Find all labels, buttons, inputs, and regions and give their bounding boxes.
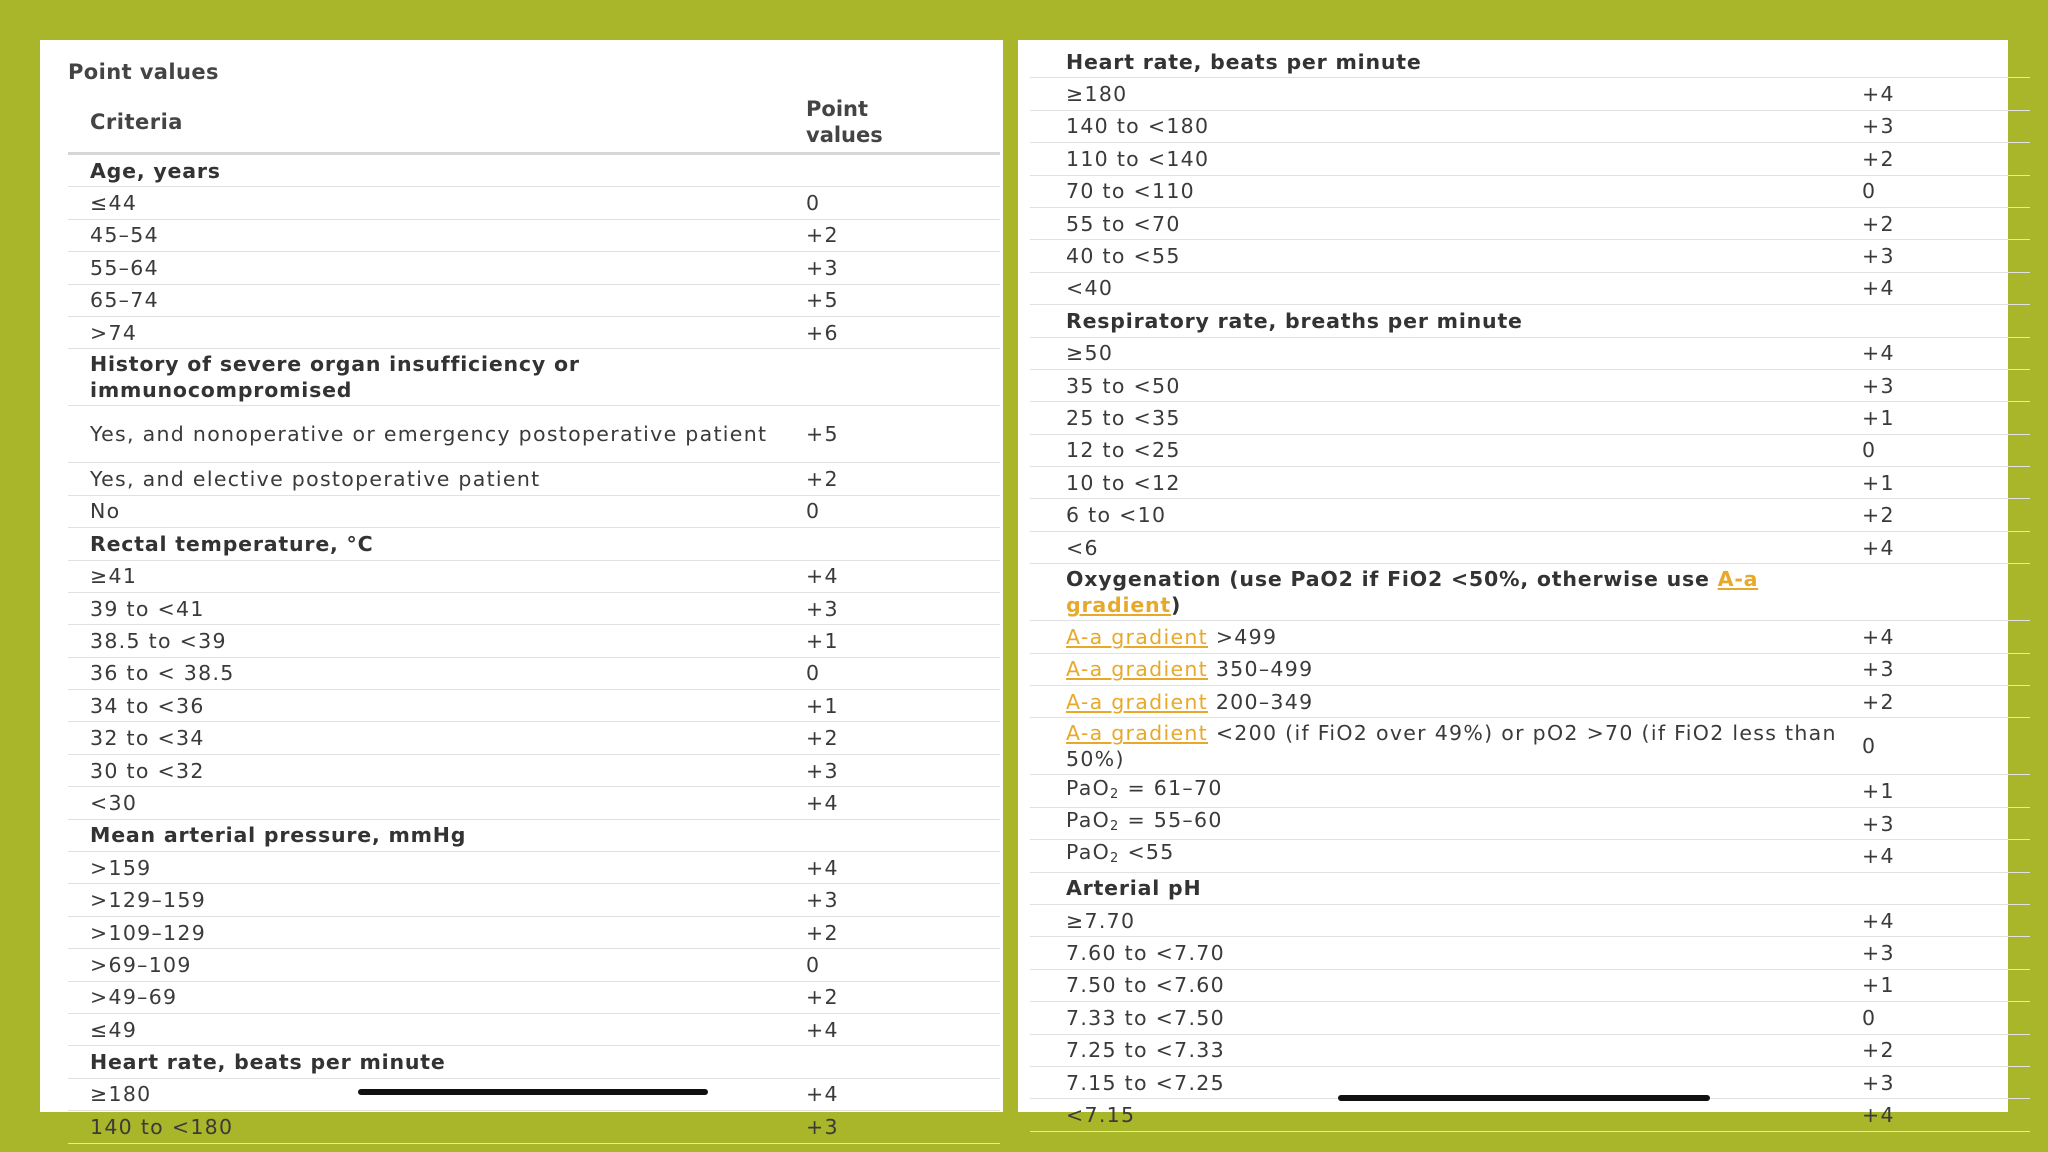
points-cell: +3 — [1862, 811, 1895, 836]
section-heading-row — [68, 1046, 1000, 1078]
criteria-cell — [1030, 1102, 1862, 1128]
criteria-text: 6 to <10 — [1066, 503, 1167, 528]
points-cell: +1 — [1862, 779, 1895, 804]
points-cell: 0 — [806, 661, 821, 686]
criteria-text: 7.60 to <7.70 — [1066, 941, 1225, 966]
section-heading-row — [68, 528, 1000, 560]
criteria-text: >69–109 — [90, 952, 192, 977]
criteria-cell — [1030, 243, 1862, 269]
table-row — [1030, 176, 2030, 208]
criteria-text: 55–64 — [90, 255, 159, 280]
criteria-cell — [1030, 940, 1862, 966]
table-row — [68, 496, 1000, 528]
criteria-cell — [68, 660, 806, 686]
a-a-gradient-link[interactable]: A-a gradient — [1066, 689, 1209, 714]
criteria-text: = 61–70 — [1119, 775, 1223, 800]
points-cell: +3 — [806, 758, 839, 783]
table-row — [1030, 686, 2030, 718]
points-cell: +3 — [1862, 114, 1895, 139]
section-heading-row — [68, 155, 1000, 187]
criteria-cell — [1030, 839, 1862, 872]
criteria-header: Criteria — [90, 110, 183, 134]
criteria-cell — [1030, 437, 1862, 463]
table-row — [68, 658, 1000, 690]
table-row — [68, 1014, 1000, 1046]
criteria-cell — [1030, 656, 1862, 682]
table-row — [68, 1111, 1000, 1143]
table-row — [68, 625, 1000, 657]
section-heading — [1030, 308, 1862, 334]
criteria-text: 36 to < 38.5 — [90, 661, 235, 686]
criteria-cell — [68, 255, 806, 281]
criteria-text: 7.50 to <7.60 — [1066, 973, 1225, 998]
table-row — [1030, 532, 2030, 564]
points-cell: +1 — [806, 628, 839, 653]
criteria-cell — [68, 498, 806, 524]
table-row — [1030, 435, 2030, 467]
section-heading-row — [68, 349, 1000, 406]
table-row — [1030, 905, 2030, 937]
criteria-text: <30 — [90, 790, 138, 815]
points-cell: +4 — [806, 1017, 839, 1042]
section-heading — [68, 1049, 806, 1075]
table-row — [68, 317, 1000, 349]
points-cell: +3 — [806, 255, 839, 280]
points-cell: +2 — [1862, 689, 1895, 714]
section-heading-row — [1030, 873, 2030, 905]
criteria-cell — [1030, 624, 1862, 650]
points-cell: +4 — [806, 790, 839, 815]
section-heading — [68, 531, 806, 557]
points-cell: 0 — [1862, 179, 1877, 204]
criteria-cell — [68, 952, 806, 978]
section-heading — [68, 351, 806, 403]
criteria-cell — [1030, 1070, 1862, 1096]
right-scroll-indicator[interactable] — [1338, 1095, 1710, 1101]
criteria-text: 110 to <140 — [1066, 146, 1210, 171]
points-cell: +4 — [1862, 276, 1895, 301]
criteria-text: >74 — [90, 320, 138, 345]
criteria-text: ≥50 — [1066, 341, 1114, 366]
criteria-cell — [68, 1017, 806, 1043]
criteria-text: 200–349 — [1208, 689, 1314, 714]
table-row — [68, 593, 1000, 625]
criteria-text: = 55–60 — [1119, 808, 1223, 833]
section-heading-row — [68, 820, 1000, 852]
a-a-gradient-link[interactable]: A-a gradient — [1066, 567, 1759, 618]
points-cell: +2 — [806, 985, 839, 1010]
points-cell: +4 — [1862, 624, 1895, 649]
table-row — [68, 187, 1000, 219]
section-title: Heart rate, beats per minute — [1066, 49, 1422, 74]
criteria-cell — [1030, 470, 1862, 496]
criteria-text: <200 (if FiO2 over 49%) or pO2 >70 (if FiO2 less than 50%) — [1066, 721, 1837, 772]
table-row — [68, 285, 1000, 317]
criteria-text: <6 — [1066, 535, 1099, 560]
table-row — [1030, 840, 2030, 872]
criteria-cell — [1030, 689, 1862, 715]
table-row — [68, 252, 1000, 284]
criteria-cell — [1030, 113, 1862, 139]
criteria-cell — [1030, 178, 1862, 204]
subscript: 2 — [1110, 819, 1120, 835]
criteria-text: ) — [1171, 593, 1182, 618]
a-a-gradient-link[interactable]: A-a gradient — [1066, 624, 1209, 649]
section-heading — [1030, 875, 1862, 901]
criteria-text: ≤44 — [90, 191, 138, 216]
left-table — [68, 52, 1000, 1144]
criteria-cell — [68, 1114, 806, 1140]
section-title: Rectal temperature, °C — [90, 531, 374, 556]
criteria-text: 7.15 to <7.25 — [1066, 1070, 1225, 1095]
criteria-cell — [68, 725, 806, 751]
criteria-text: 38.5 to <39 — [90, 628, 227, 653]
table-row — [1030, 143, 2030, 175]
table-row — [68, 787, 1000, 819]
criteria-cell — [1030, 211, 1862, 237]
criteria-cell — [1030, 908, 1862, 934]
criteria-cell — [1030, 972, 1862, 998]
criteria-cell — [1030, 275, 1862, 301]
criteria-cell — [68, 466, 806, 492]
table-row — [1030, 1035, 2030, 1067]
points-cell: +3 — [806, 1114, 839, 1139]
criteria-text: 40 to <55 — [1066, 244, 1181, 269]
section-title: Age, years — [90, 158, 221, 183]
points-cell: +3 — [1862, 1070, 1895, 1095]
section-heading-row — [1030, 46, 2030, 78]
criteria-cell — [68, 190, 806, 216]
criteria-cell — [68, 920, 806, 946]
criteria-text: No — [90, 499, 121, 524]
criteria-cell — [68, 693, 806, 719]
criteria-text: PaO — [1066, 808, 1111, 833]
table-caption: Point values — [68, 60, 219, 84]
points-cell: +4 — [806, 564, 839, 589]
table-row — [1030, 338, 2030, 370]
left-rows — [68, 155, 1000, 1144]
criteria-text: 35 to <50 — [1066, 373, 1181, 398]
criteria-cell — [68, 887, 806, 913]
section-heading — [1030, 49, 1862, 75]
criteria-text: 140 to <180 — [90, 1114, 234, 1139]
criteria-text: ≤49 — [90, 1017, 138, 1042]
right-table-panel[interactable] — [1018, 40, 2008, 1128]
criteria-cell — [1030, 146, 1862, 172]
criteria-cell — [1030, 1005, 1862, 1031]
points-cell: +3 — [1862, 244, 1895, 269]
criteria-cell — [68, 628, 806, 654]
table-row — [1030, 718, 2030, 775]
points-cell: +4 — [806, 855, 839, 880]
table-row — [1030, 654, 2030, 686]
criteria-text: ≥180 — [90, 1082, 152, 1107]
criteria-text: 7.33 to <7.50 — [1066, 1005, 1225, 1030]
points-cell: 0 — [806, 191, 821, 216]
points-cell: +4 — [1862, 535, 1895, 560]
points-cell: +3 — [1862, 657, 1895, 682]
criteria-text: Yes, and nonoperative or emergency postoperative patient — [90, 422, 768, 447]
table-row — [1030, 402, 2030, 434]
criteria-text: >159 — [90, 855, 152, 880]
criteria-cell — [68, 596, 806, 622]
criteria-cell — [1030, 720, 1862, 772]
criteria-text: 55 to <70 — [1066, 211, 1181, 236]
left-scroll-indicator[interactable] — [358, 1089, 708, 1095]
table-row — [1030, 937, 2030, 969]
section-title: Mean arterial pressure, mmHg — [90, 823, 467, 848]
table-row — [1030, 775, 2030, 807]
points-cell: +2 — [806, 920, 839, 945]
criteria-text: <40 — [1066, 276, 1114, 301]
points-cell: +2 — [1862, 146, 1895, 171]
criteria-text: 45–54 — [90, 223, 159, 248]
criteria-text: 39 to <41 — [90, 596, 205, 621]
criteria-text: 70 to <110 — [1066, 179, 1196, 204]
criteria-text: PaO — [1066, 775, 1111, 800]
table-row — [1030, 208, 2030, 240]
section-title: Heart rate, beats per minute — [90, 1050, 446, 1075]
criteria-text: 140 to <180 — [1066, 114, 1210, 139]
table-row — [68, 852, 1000, 884]
criteria-text: <55 — [1119, 840, 1175, 865]
criteria-text: 25 to <35 — [1066, 405, 1181, 430]
table-row — [1030, 111, 2030, 143]
points-cell: +1 — [1862, 470, 1895, 495]
points-cell: +4 — [1862, 908, 1895, 933]
criteria-cell — [68, 287, 806, 313]
criteria-text: 34 to <36 — [90, 693, 205, 718]
criteria-cell — [1030, 340, 1862, 366]
points-cell: +2 — [806, 726, 839, 751]
table-row — [1030, 240, 2030, 272]
points-cell: +2 — [1862, 503, 1895, 528]
table-row — [68, 917, 1000, 949]
criteria-text: 12 to <25 — [1066, 438, 1181, 463]
table-row — [68, 561, 1000, 593]
criteria-cell — [68, 320, 806, 346]
section-heading — [68, 822, 806, 848]
criteria-cell — [68, 563, 806, 589]
subscript: 2 — [1110, 786, 1120, 802]
points-cell: +5 — [806, 288, 839, 313]
section-title: History of severe organ insufficiency or immunocompromised — [90, 352, 580, 403]
points-cell: +4 — [1862, 843, 1895, 868]
criteria-cell — [68, 421, 806, 447]
criteria-text: 7.25 to <7.33 — [1066, 1038, 1225, 1063]
criteria-cell — [1030, 535, 1862, 561]
table-row — [68, 755, 1000, 787]
section-heading — [1030, 566, 1862, 618]
points-cell: +3 — [806, 596, 839, 621]
criteria-cell — [1030, 1037, 1862, 1063]
points-cell: +5 — [806, 422, 839, 447]
section-title: Oxygenation (use PaO2 if FiO2 <50%, otherwise use — [1066, 567, 1718, 592]
subscript: 2 — [1110, 851, 1120, 867]
left-table-panel[interactable] — [40, 40, 1003, 1139]
table-row — [1030, 499, 2030, 531]
section-title: Arterial pH — [1066, 876, 1202, 901]
criteria-text: >49–69 — [90, 985, 178, 1010]
table-row — [1030, 1099, 2030, 1131]
table-row — [1030, 808, 2030, 840]
criteria-text: 30 to <32 — [90, 758, 205, 783]
section-heading-row — [1030, 564, 2030, 621]
table-row — [68, 220, 1000, 252]
table-row — [68, 982, 1000, 1014]
criteria-text: 350–499 — [1208, 657, 1314, 682]
table-row — [1030, 370, 2030, 402]
points-cell: 0 — [806, 952, 821, 977]
table-row — [1030, 273, 2030, 305]
table-row — [1030, 467, 2030, 499]
table-row — [1030, 621, 2030, 653]
criteria-text: Yes, and elective postoperative patient — [90, 467, 541, 492]
criteria-cell — [1030, 807, 1862, 840]
criteria-text: 10 to <12 — [1066, 470, 1181, 495]
table-row — [68, 690, 1000, 722]
points-header: Point values — [806, 97, 883, 147]
section-title: Respiratory rate, breaths per minute — [1066, 308, 1523, 333]
a-a-gradient-link[interactable]: A-a gradient — [1066, 721, 1209, 746]
table-row — [68, 884, 1000, 916]
points-cell: +2 — [806, 467, 839, 492]
points-cell: +1 — [1862, 405, 1895, 430]
points-cell: +4 — [1862, 341, 1895, 366]
criteria-cell — [68, 222, 806, 248]
points-cell: +2 — [1862, 211, 1895, 236]
criteria-text: PaO — [1066, 840, 1111, 865]
points-cell: +2 — [1862, 1038, 1895, 1063]
right-rows — [1030, 46, 2030, 1132]
table-row — [68, 722, 1000, 754]
criteria-cell — [68, 855, 806, 881]
criteria-text: 32 to <34 — [90, 726, 205, 751]
points-cell: +4 — [1862, 1103, 1895, 1128]
table-row — [1030, 970, 2030, 1002]
criteria-text: >499 — [1208, 624, 1278, 649]
criteria-cell — [68, 758, 806, 784]
criteria-cell — [1030, 373, 1862, 399]
table-header — [68, 92, 1000, 155]
points-cell: +2 — [806, 223, 839, 248]
criteria-text: ≥41 — [90, 564, 138, 589]
criteria-text: ≥180 — [1066, 82, 1128, 107]
criteria-cell — [1030, 775, 1862, 808]
table-row — [1030, 78, 2030, 110]
criteria-text: 65–74 — [90, 288, 159, 313]
criteria-text: >109–129 — [90, 920, 207, 945]
points-cell: +6 — [806, 320, 839, 345]
a-a-gradient-link[interactable]: A-a gradient — [1066, 657, 1209, 682]
table-row — [68, 406, 1000, 463]
points-cell: 0 — [806, 499, 821, 524]
points-cell: +3 — [1862, 941, 1895, 966]
points-cell: 0 — [1862, 438, 1877, 463]
criteria-text: >129–159 — [90, 888, 207, 913]
points-cell: 0 — [1862, 1005, 1877, 1030]
criteria-text: ≥7.70 — [1066, 908, 1136, 933]
criteria-cell — [1030, 502, 1862, 528]
points-cell: +3 — [1862, 373, 1895, 398]
table-row — [68, 949, 1000, 981]
points-cell: +1 — [1862, 973, 1895, 998]
criteria-cell — [68, 984, 806, 1010]
criteria-cell — [68, 790, 806, 816]
criteria-text: <7.15 — [1066, 1103, 1136, 1128]
section-heading — [68, 158, 806, 184]
points-cell: +4 — [1862, 82, 1895, 107]
table-row — [1030, 1002, 2030, 1034]
points-cell: 0 — [1862, 734, 1877, 759]
points-cell: +4 — [806, 1082, 839, 1107]
criteria-cell — [1030, 405, 1862, 431]
right-table — [1030, 46, 2030, 1132]
criteria-cell — [1030, 81, 1862, 107]
section-heading-row — [1030, 305, 2030, 337]
points-cell: +1 — [806, 693, 839, 718]
points-cell: +3 — [806, 888, 839, 913]
table-row — [68, 463, 1000, 495]
